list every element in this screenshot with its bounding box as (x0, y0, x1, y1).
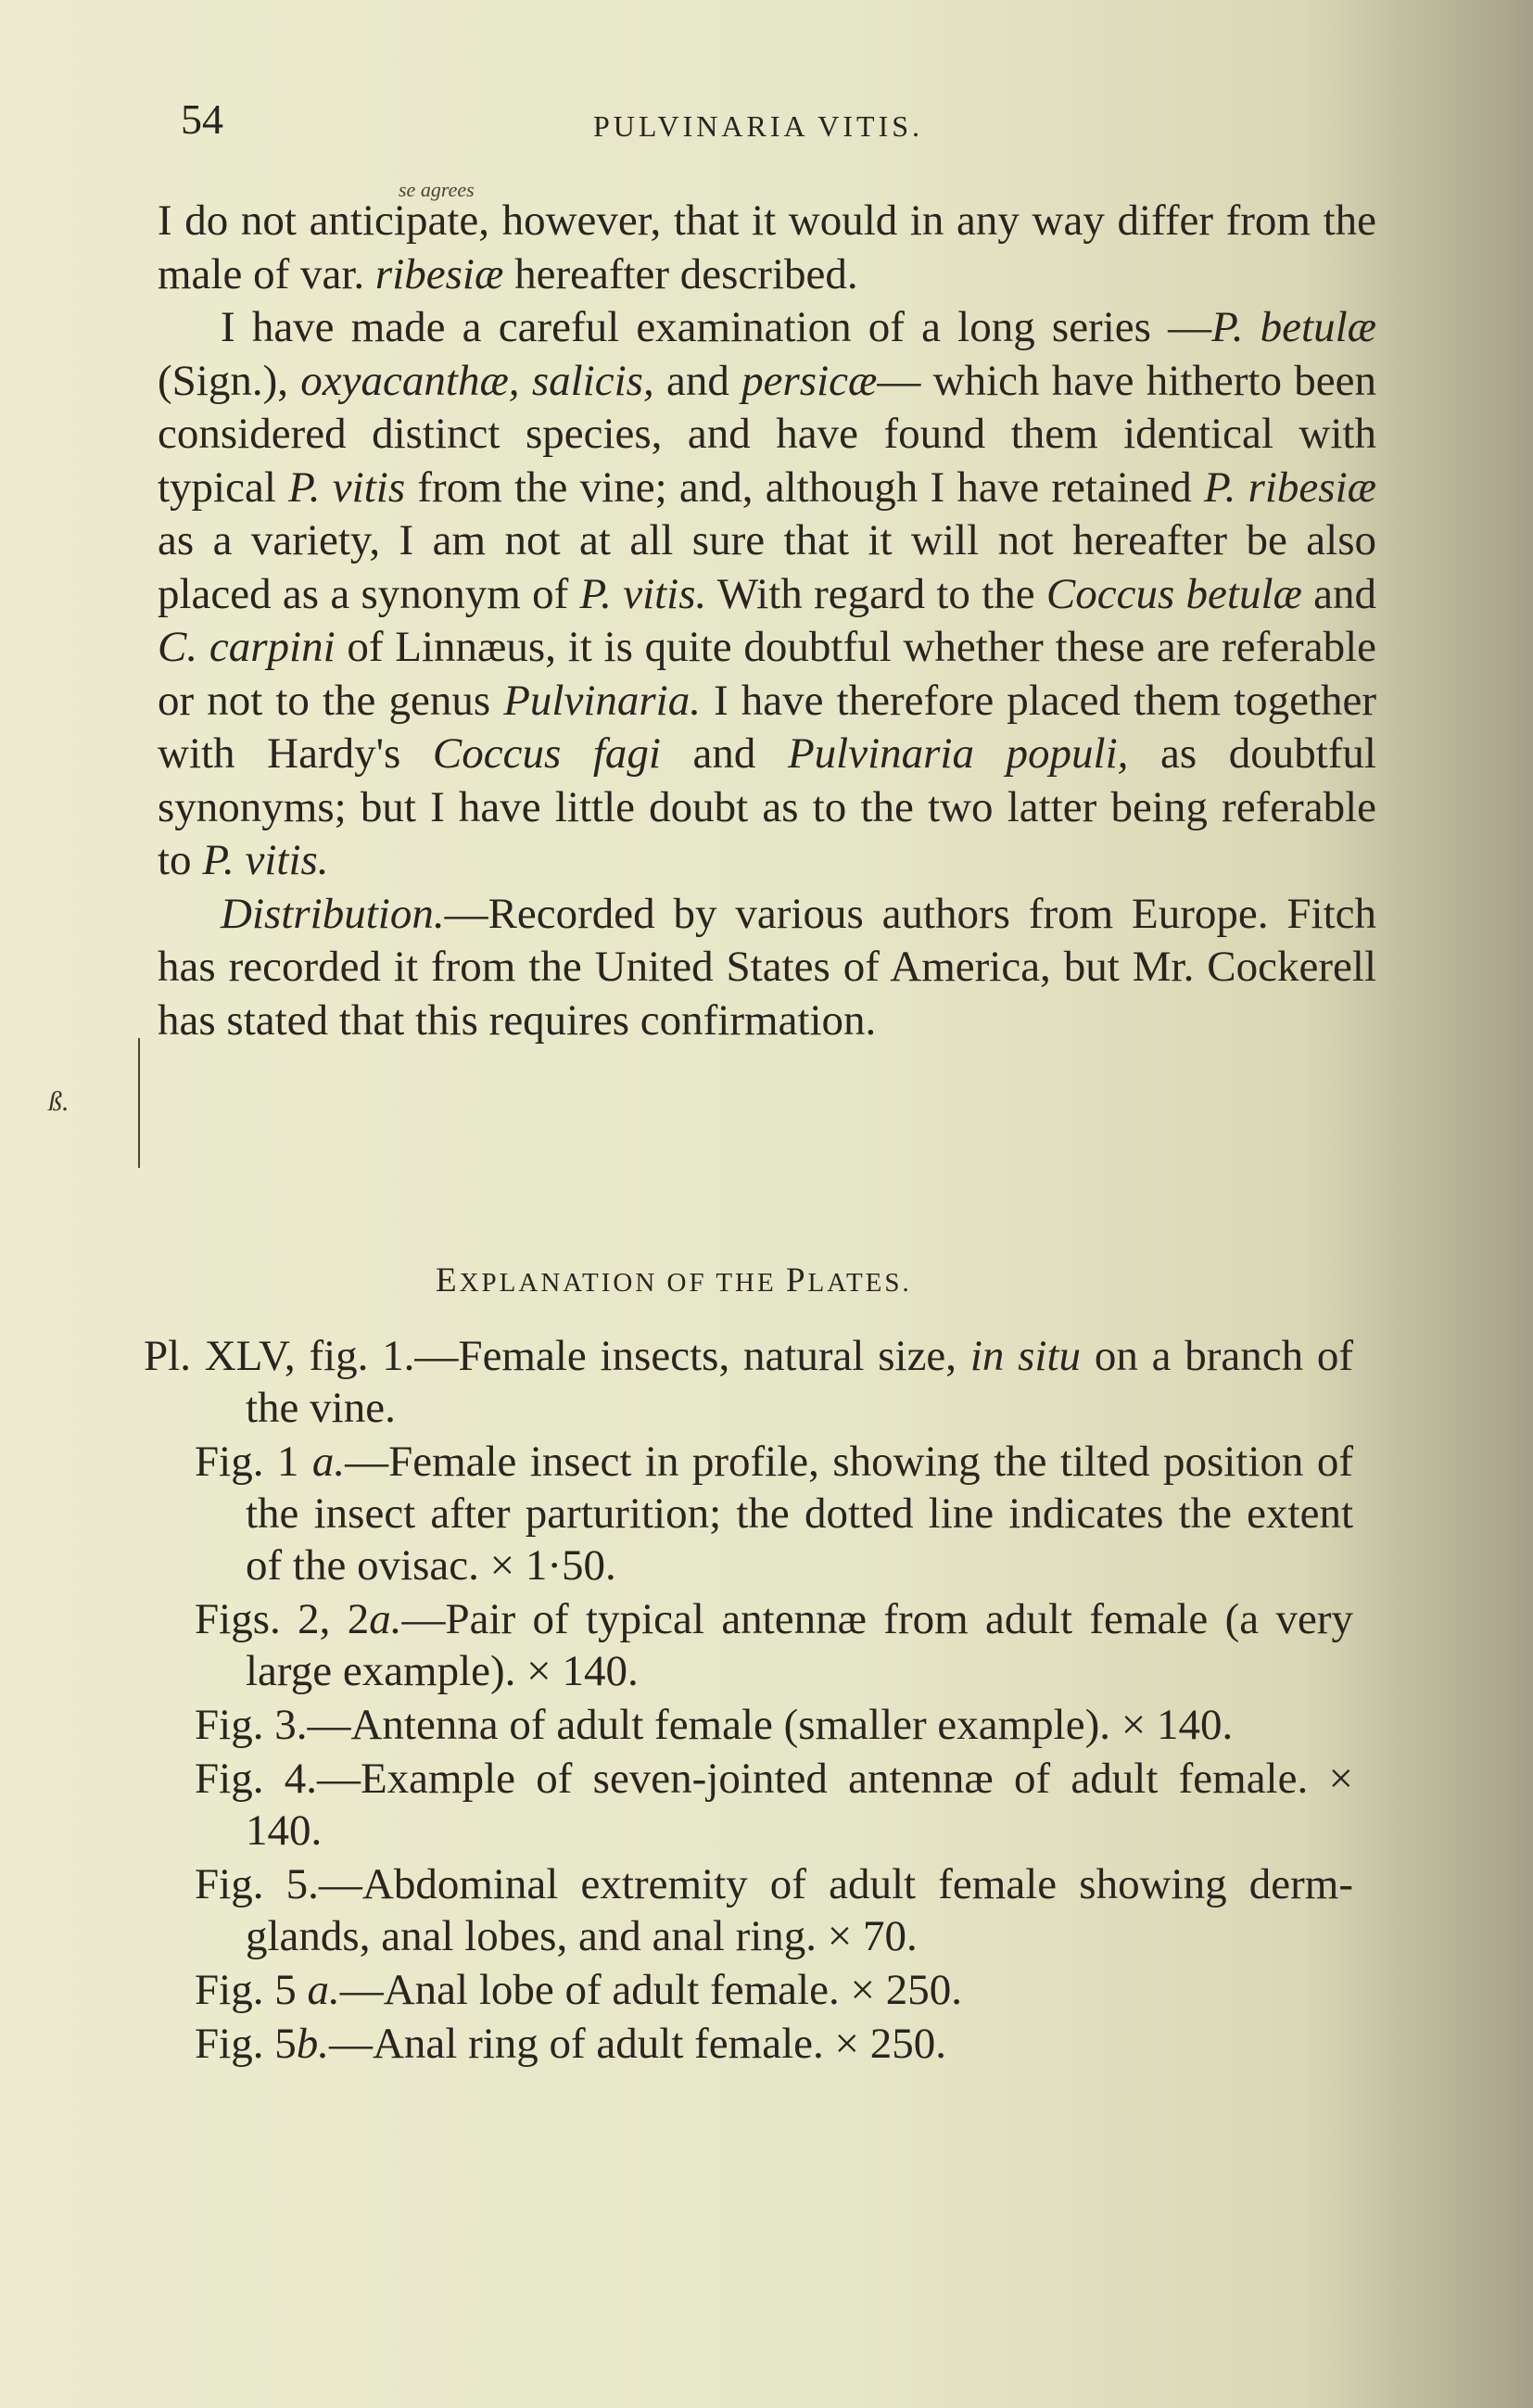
body-text (158, 195, 1376, 1047)
plate-item: Fig. 5b.—Anal ring of adult female. × 250. (195, 2020, 947, 2068)
plate-item: Fig. 3.—Antenna of adult female (smaller example). × 140. (195, 1701, 1234, 1749)
distribution-label: Distribution. (221, 889, 445, 938)
plate-item: Figs. 2, 2a.—Pair of typical antennæ from adult female (a very large example). × 140. (195, 1595, 1353, 1695)
plates-heading: EXPLANATION OF THE PLATES. (436, 1261, 912, 1299)
paragraph-2: I have made a careful examination of a long series —P. betulæ (Sign.), oxyacanthæ, salicis, and persicæ— which have hitherto been considered distinct species, and have found them identical with typical P. vitis from the vine; and, although I have retained P. ribesiæ as a variety, I am not at all sure that it will not hereafter be also placed as a synonym of P. vitis. With regard to the Coccus betulæ and C. carpini of Linnæus, it is quite doubtful whether these are referable or not to the genus Pulvinaria. I have therefore placed them together with Hardy's Coccus fagi and Pulvinaria populi, as doubtful synonyms; but I have little doubt as to the two latter being referable to P. vitis. (158, 303, 1377, 884)
plate-item: Fig. 1 a.—Female insect in profile, showing the tilted position of the insect after parturition; the dotted line indicates the extent of the ovisac. × 1·50. (195, 1438, 1353, 1590)
running-head: PULVINARIA VITIS. (593, 109, 924, 143)
plate-item: Fig. 5.—Abdominal extremity of adult female showing derm-glands, anal lobes, and anal ring. × 70. (195, 1860, 1353, 1960)
margin-note: ß. (48, 1086, 70, 1117)
pencil-annotation: se agrees (399, 178, 475, 201)
plates-list (144, 1330, 1353, 2070)
plate-item: Fig. 4.—Example of seven-jointed antennæ of adult female. × 140. (195, 1755, 1353, 1855)
page-number: 54 (181, 95, 223, 143)
margin-bracket (138, 1038, 140, 1168)
plate-item: Fig. 5 a.—Anal lobe of adult female. × 250. (195, 1966, 962, 2014)
plate-item: Pl. XLV, fig. 1.—Female insects, natural size, in situ on a branch of the vine. (144, 1332, 1353, 1432)
paragraph-distribution: Distribution.—Recorded by various authors from Europe. Fitch has recorded it from the United States of America, but Mr. Cockerell has stated that this requires confirmation. (158, 889, 1376, 1045)
paragraph-1: I do not anticipate, however, that it would in any way differ from the male of var. ribesiæ hereafter described. (158, 196, 1376, 298)
